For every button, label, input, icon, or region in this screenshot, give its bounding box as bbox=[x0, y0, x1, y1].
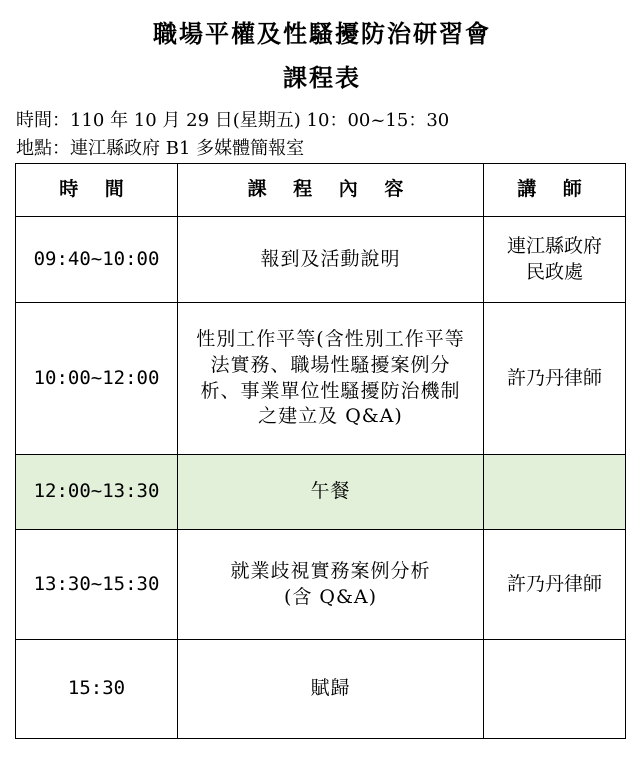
session-speaker bbox=[484, 455, 626, 530]
table-header-row bbox=[16, 164, 626, 217]
schedule-table bbox=[15, 163, 626, 739]
header-content: 課 程 內 容 bbox=[178, 164, 484, 217]
page-subtitle: 課程表 bbox=[283, 64, 361, 92]
session-speaker: 連江縣政府 民政處 bbox=[484, 217, 626, 303]
session-content: 就業歧視實務案例分析 (含 Q&A) bbox=[178, 530, 484, 640]
session-time: 10:00~12:00 bbox=[16, 303, 178, 455]
page-title: 職場平權及性騷擾防治研習會 bbox=[153, 20, 491, 48]
session-speaker: 許乃丹律師 bbox=[484, 530, 626, 640]
session-time: 09:40~10:00 bbox=[16, 217, 178, 303]
session-time: 12:00~13:30 bbox=[16, 455, 178, 530]
table-row bbox=[16, 530, 626, 640]
table-row-lunch bbox=[16, 455, 626, 530]
session-content: 報到及活動說明 bbox=[178, 217, 484, 303]
session-content: 性別工作平等(含性別工作平等法實務、職場性騷擾案例分析、事業單位性騷擾防治機制之建立及 Q&A) bbox=[178, 303, 484, 455]
table-row bbox=[16, 640, 626, 739]
session-speaker: 許乃丹律師 bbox=[484, 303, 626, 455]
table-row bbox=[16, 303, 626, 455]
session-content: 賦歸 bbox=[178, 640, 484, 739]
session-time: 13:30~15:30 bbox=[16, 530, 178, 640]
session-time: 15:30 bbox=[16, 640, 178, 739]
session-content: 午餐 bbox=[178, 455, 484, 530]
table-row bbox=[16, 217, 626, 303]
session-speaker bbox=[484, 640, 626, 739]
event-time: 時間：110 年 10 月 29 日(星期五) 10：00~15：30 bbox=[16, 110, 450, 131]
event-location: 地點：連江縣政府 B1 多媒體簡報室 bbox=[16, 138, 305, 159]
header-speaker: 講 師 bbox=[484, 164, 626, 217]
header-time: 時 間 bbox=[16, 164, 178, 217]
